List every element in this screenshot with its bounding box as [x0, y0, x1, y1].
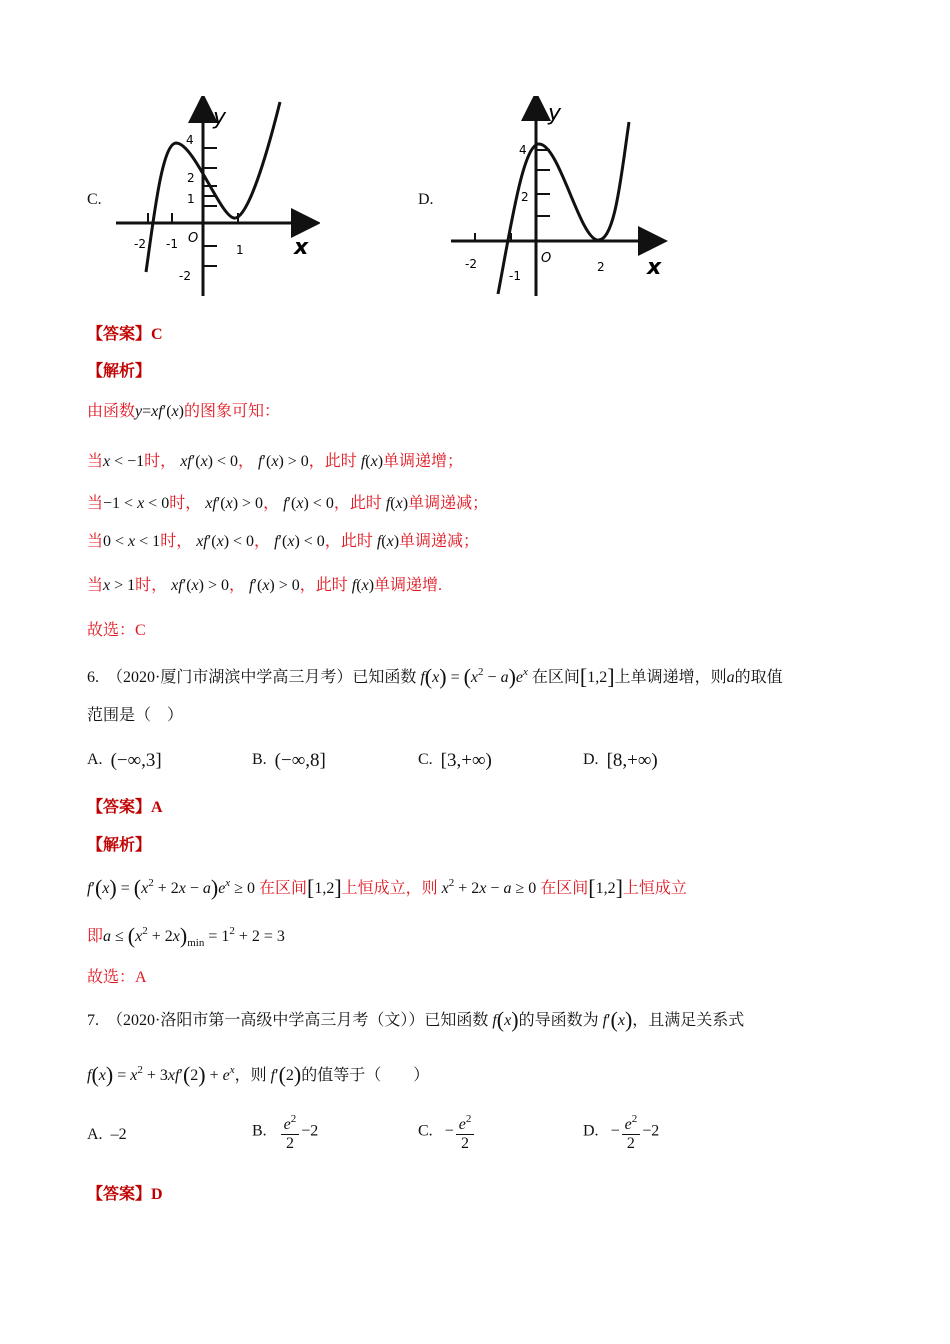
q6-option-c: C. [3,+∞)	[418, 750, 492, 771]
option-d-label: D.	[418, 191, 434, 208]
y-tick-label: 1	[187, 192, 195, 206]
y-tick-label: 4	[186, 133, 194, 147]
q7-option-d: D. − $\frac{e^2}{2}$ −2	[583, 1110, 659, 1153]
q6-analysis-line1: $f'(x) = (x^2 + 2x - a)e^x \ge 0$ 在区间[1,2]上恒成立，则 $x^2 + 2x - a \ge 0$ 在区间[1,2]上恒成立	[87, 875, 687, 900]
q5-choose: 故选：C	[87, 622, 146, 639]
q5-answer: 【答案】C	[87, 326, 163, 343]
q5-case-2: 当−1 < x < 0时， xf′(x) > 0， f′(x) < 0，此时 f(x)单调递减；	[87, 495, 489, 512]
q7-answer: 【答案】D	[87, 1186, 163, 1203]
y-tick-label: 2	[187, 171, 195, 185]
x-tick-label: 2	[597, 260, 605, 274]
q6-analysis-label: 【解析】	[87, 837, 152, 854]
q5-analysis-label: 【解析】	[87, 363, 152, 380]
q7-option-c: C. − $\frac{e^2}{2}$	[418, 1110, 476, 1153]
q6-analysis-line2: 即$a \le (x^2 + 2x)_{min} = 1^2 + 2 = 3$	[87, 923, 285, 949]
q6-option-b: B. (−∞,8]	[252, 750, 326, 771]
q7-stem-line1: 7. （2020·洛阳市第一高级中学高三月考（文））已知函数 f(x)的导函数为 f′(x)，且满足关系式	[87, 1007, 745, 1032]
y-axis-label: y	[548, 101, 562, 126]
q6-choose: 故选：A	[87, 969, 147, 986]
q6-option-d: D. [8,+∞)	[583, 750, 658, 771]
x-tick-label: -1	[509, 269, 521, 283]
q7-option-b: B. $\frac{e^2}{2}$ −2	[252, 1110, 318, 1153]
option-c-label: C.	[87, 191, 102, 208]
origin-label: O	[541, 251, 552, 266]
x-tick-label: -1	[166, 237, 178, 251]
q5-intro: 由函数y=xf′(x)的图象可知：	[87, 403, 280, 420]
x-tick-label: 1	[236, 243, 244, 257]
q7-option-a: A. –2	[87, 1126, 127, 1143]
graph-option-c	[110, 96, 320, 302]
x-tick-label: -2	[465, 257, 477, 271]
y-tick-label: -2	[179, 269, 191, 283]
x-tick-label: -2	[134, 237, 146, 251]
q6-answer: 【答案】A	[87, 799, 163, 816]
q6-stem-line2: 范围是（ ）	[87, 707, 184, 724]
q6-option-a: A. (−∞,3]	[87, 750, 162, 771]
q5-case-3: 当0 < x < 1时， xf′(x) < 0， f′(x) < 0，此时 f(x)单调递减；	[87, 533, 480, 550]
q7-stem-line2: $f(x) = x^2 + 3xf'(2) + e^x$，则 f′(2)的值等于（ ）	[87, 1062, 430, 1087]
q5-case-1: 当x < −1时， xf′(x) < 0， f′(x) > 0，此时 f(x)单调递增；	[87, 453, 464, 470]
x-axis-label: x	[294, 235, 309, 260]
q5-case-4: 当x > 1时， xf′(x) > 0， f′(x) > 0，此时 f(x)单调递增.	[87, 577, 443, 594]
y-axis-label: y	[213, 105, 227, 130]
y-tick-label: 2	[521, 190, 529, 204]
q6-stem-line1: 6. （2020·厦门市湖滨中学高三月考）已知函数 $f(x) = (x^2 - a)e^x$ 在区间[1,2]上单调递增，则a的取值	[87, 664, 783, 689]
graph-option-d	[445, 96, 675, 302]
origin-label: O	[188, 231, 199, 246]
y-tick-label: 4	[519, 143, 527, 157]
x-axis-label: x	[647, 255, 662, 280]
